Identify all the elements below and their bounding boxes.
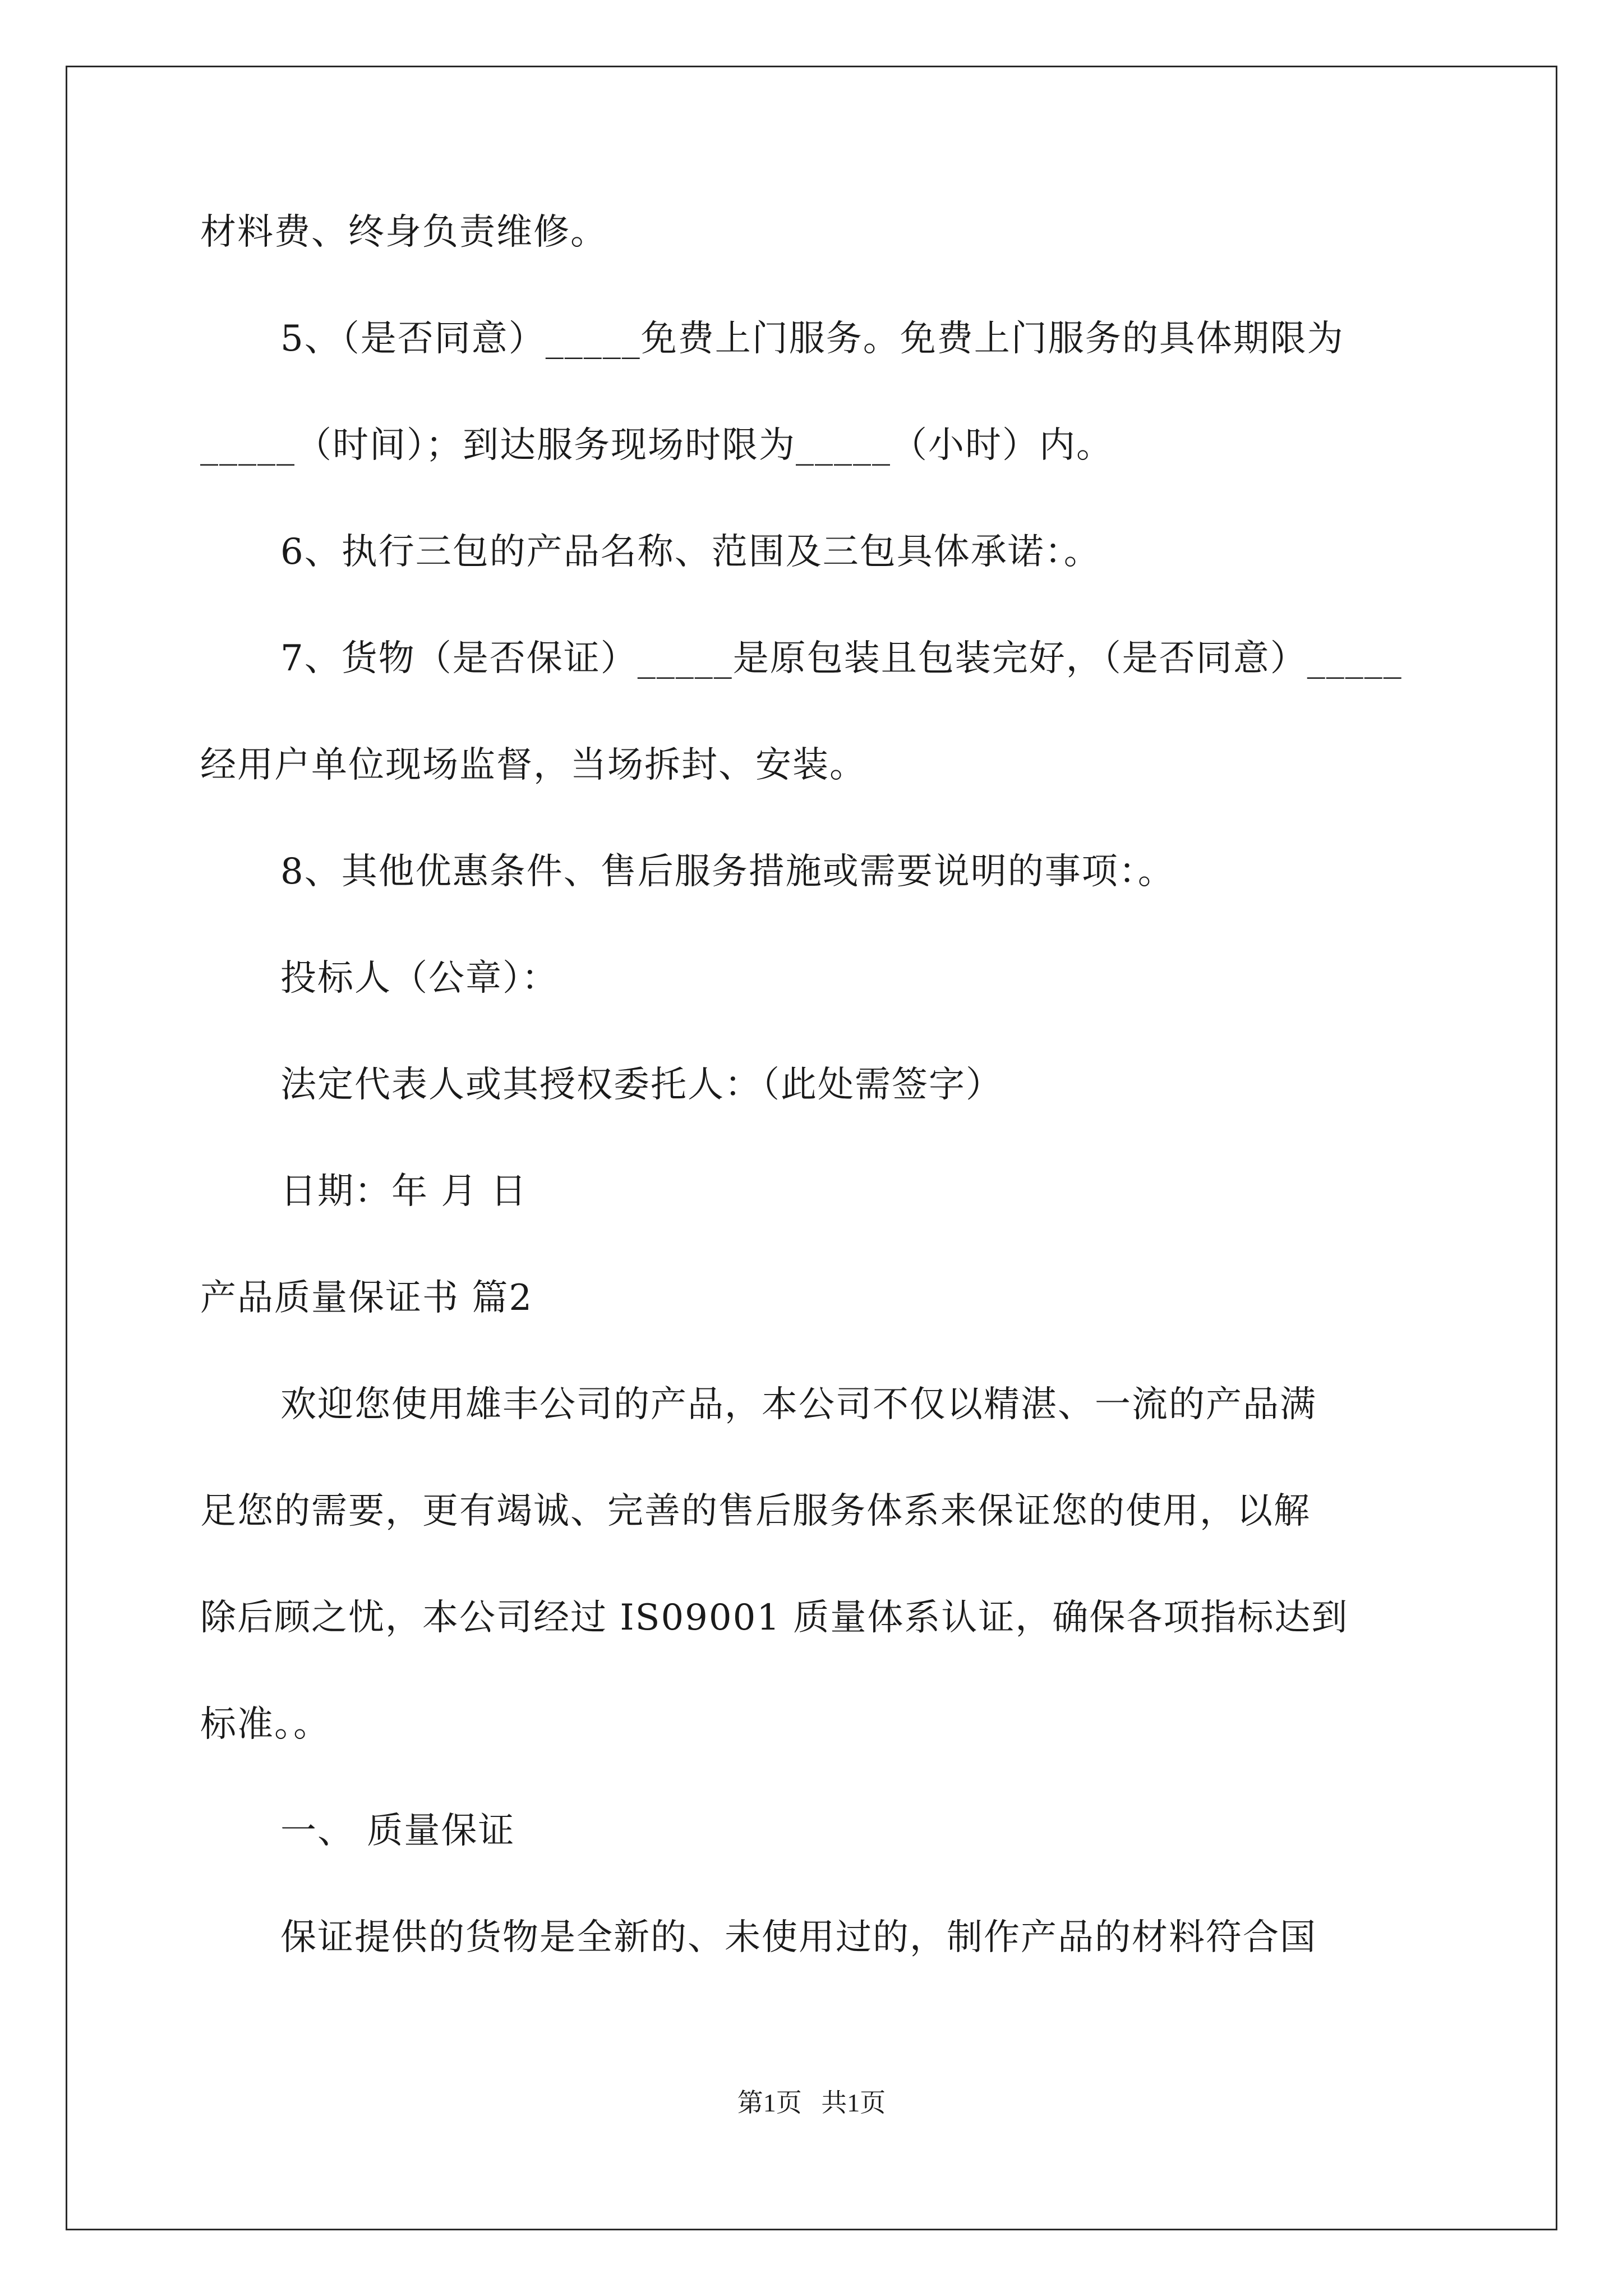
page-border bbox=[66, 66, 1557, 2230]
body-text-line-1: 材料费、终身负责维修。 bbox=[200, 211, 607, 253]
quality-guarantee-text: 保证提供的货物是全新的、未使用过的，制作产品的材料符合国 bbox=[280, 1917, 1317, 1958]
bidder-seal-line: 投标人（公章）： bbox=[280, 958, 559, 999]
page-footer: 第1页 共1页 bbox=[737, 2088, 886, 2117]
intro-paragraph-line-3: 除后顾之忧，本公司经过 IS09001 质量体系认证，确保各项指标达到 bbox=[200, 1597, 1349, 1639]
intro-paragraph-line-1: 欢迎您使用雄丰公司的产品，本公司不仅以精湛、一流的产品满 bbox=[280, 1384, 1317, 1425]
clause-5-line-1: 5、（是否同意）_____免费上门服务。免费上门服务的具体期限为 bbox=[280, 318, 1344, 360]
intro-paragraph-line-4: 标准。。 bbox=[200, 1704, 330, 1745]
quality-guarantee-heading: 一、 质量保证 bbox=[280, 1810, 515, 1852]
clause-8: 8、其他优惠条件、售后服务措施或需要说明的事项：。 bbox=[280, 851, 1175, 892]
clause-7-line-1: 7、货物（是否保证）_____是原包装且包装完好，（是否同意）_____ bbox=[280, 638, 1403, 679]
date-line: 日期：年 月 日 bbox=[280, 1171, 528, 1212]
section-heading: 产品质量保证书 篇2 bbox=[200, 1277, 533, 1319]
clause-6: 6、执行三包的产品名称、范围及三包具体承诺：。 bbox=[280, 531, 1101, 573]
legal-representative-line: 法定代表人或其授权委托人：（此处需签字） bbox=[280, 1064, 1003, 1106]
intro-paragraph-line-2: 足您的需要，更有竭诚、完善的售后服务体系来保证您的使用，以解 bbox=[200, 1490, 1311, 1532]
clause-5-line-2: _____（时间）；到达服务现场时限为_____（小时）内。 bbox=[200, 425, 1113, 466]
clause-7-line-2: 经用户单位现场监督，当场拆封、安装。 bbox=[200, 744, 866, 786]
